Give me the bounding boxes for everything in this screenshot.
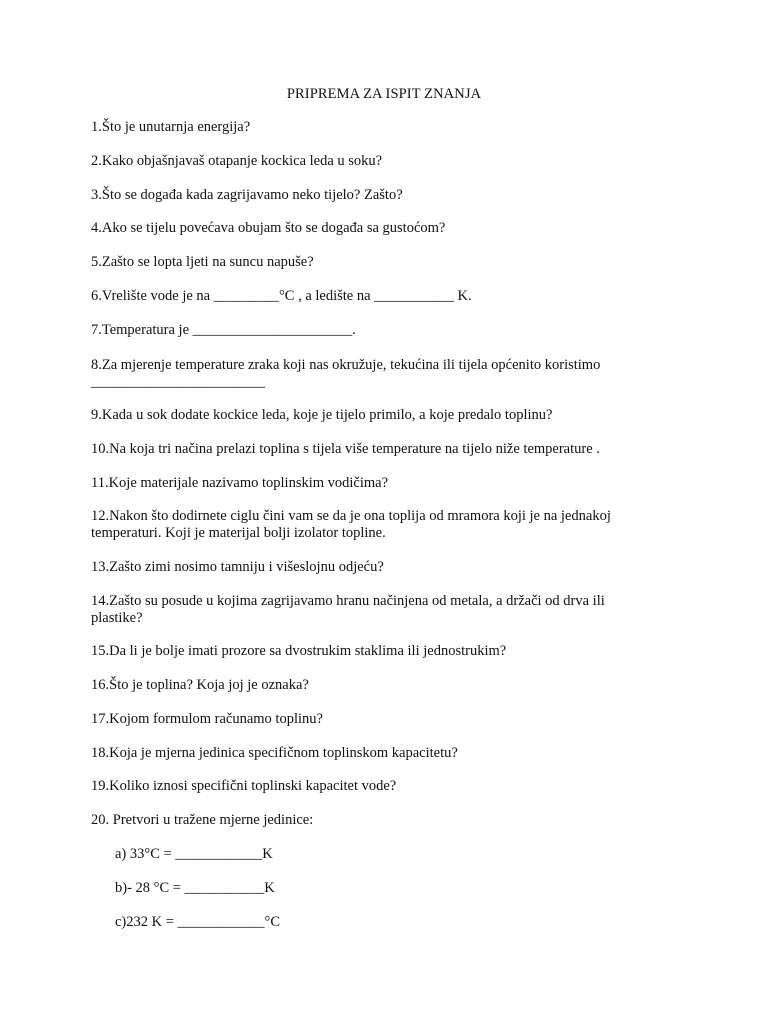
question-11: 11.Koje materijale nazivamo toplinskim vodičima? bbox=[91, 475, 389, 491]
conversion-item-a: a) 33°C = ____________K bbox=[115, 846, 273, 862]
conversion-item-c: c)232 K = ____________°C bbox=[115, 914, 281, 930]
question-9: 9.Kada u sok dodate kockice leda, koje je tijelo primilo, a koje predalo toplinu? bbox=[91, 407, 553, 423]
question-16: 16.Što je toplina? Koja joj je oznaka? bbox=[91, 677, 309, 693]
question-13: 13.Zašto zimi nosimo tamniju i višeslojnu odjeću? bbox=[91, 559, 384, 575]
question-12: 12.Nakon što dodirnete ciglu čini vam se da je ona toplija od mramora koji je na jednakoj temperaturi. Koji je materijal bolji izolator topline. bbox=[91, 508, 611, 541]
question-2: 2.Kako objašnjavaš otapanje kockica leda u soku? bbox=[91, 153, 383, 169]
question-1: 1.Što je unutarnja energija? bbox=[91, 119, 251, 135]
question-19: 19.Koliko iznosi specifični toplinski kapacitet vode? bbox=[91, 778, 397, 794]
question-8: 8.Za mjerenje temperature zraka koji nas okružuje, tekućina ili tijela općenito koristimo ________________________ bbox=[91, 357, 601, 390]
question-10: 10.Na koja tri načina prelazi toplina s tijela više temperature na tijelo niže temperature . bbox=[91, 441, 600, 457]
question-15: 15.Da li je bolje imati prozore sa dvostrukim staklima ili jednostrukim? bbox=[91, 643, 507, 659]
conversion-item-b: b)- 28 °C = ___________K bbox=[115, 880, 275, 896]
question-7: 7.Temperatura je ______________________. bbox=[91, 322, 356, 338]
question-3: 3.Što se događa kada zagrijavamo neko tijelo? Zašto? bbox=[91, 187, 403, 203]
document-title: PRIPREMA ZA ISPIT ZNANJA bbox=[286, 86, 482, 102]
question-4: 4.Ako se tijelu povećava obujam što se događa sa gustoćom? bbox=[91, 220, 446, 236]
question-18: 18.Koja je mjerna jedinica specifičnom toplinskom kapacitetu? bbox=[91, 745, 458, 761]
question-20: 20. Pretvori u tražene mjerne jedinice: bbox=[91, 812, 314, 828]
question-6: 6.Vrelište vode je na _________°C , a ledište na ___________ K. bbox=[91, 288, 472, 304]
question-5: 5.Zašto se lopta ljeti na suncu napuše? bbox=[91, 254, 314, 270]
question-14: 14.Zašto su posude u kojima zagrijavamo hranu načinjena od metala, a držači od drva ili plastike? bbox=[91, 593, 605, 626]
question-17: 17.Kojom formulom računamo toplinu? bbox=[91, 711, 323, 727]
